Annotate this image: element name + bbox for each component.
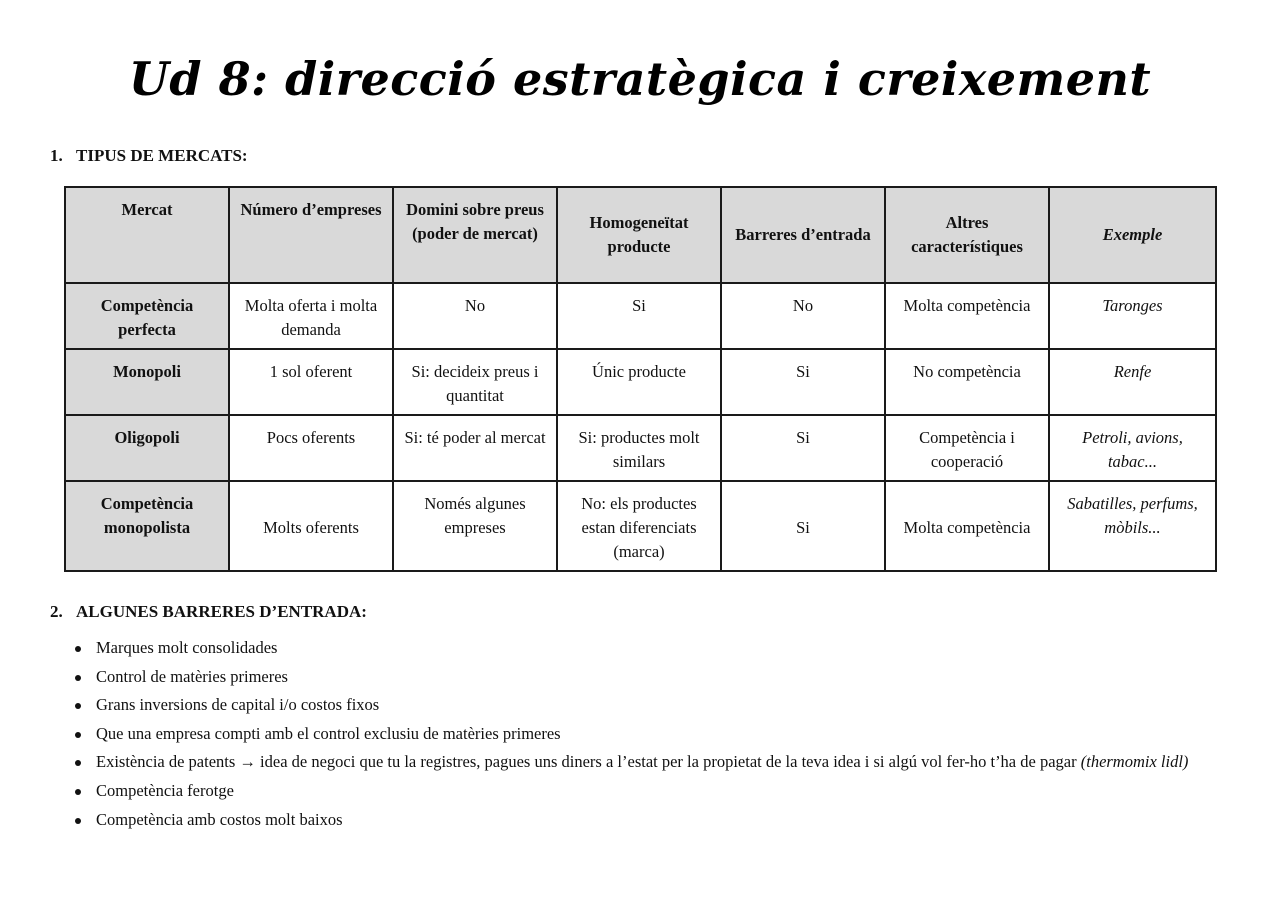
header-exemple: Exemple	[1049, 187, 1216, 283]
table-row	[65, 415, 1216, 481]
list-item	[50, 634, 1250, 663]
list-item	[50, 777, 1250, 806]
bullet-icon	[75, 703, 81, 709]
market-types-table	[64, 186, 1217, 572]
list-item-note: (thermomix lidl)	[1080, 752, 1189, 772]
bullet-icon	[75, 789, 81, 795]
cell-barreres: Si	[721, 481, 885, 571]
bullet-icon	[75, 675, 81, 681]
row-label-mercat: Competència monopolista	[65, 481, 229, 571]
bullet-icon	[75, 732, 81, 738]
cell-altres: Competència i cooperació	[885, 415, 1049, 481]
row-label-mercat: Monopoli	[65, 349, 229, 415]
barriers-list	[50, 634, 1250, 834]
header-homogeneitat: Homogeneïtat producte	[557, 187, 721, 283]
list-item	[50, 720, 1250, 749]
cell-barreres: Si	[721, 349, 885, 415]
list-item-text: Marques molt consolidades	[96, 638, 278, 657]
cell-exemple: Renfe	[1049, 349, 1216, 415]
cell-homogeneitat: Si: productes molt similars	[557, 415, 721, 481]
cell-num-empreses: Pocs oferents	[229, 415, 393, 481]
header-barreres: Barreres d’entrada	[721, 187, 885, 283]
list-item	[50, 663, 1250, 692]
cell-altres: Molta competència	[885, 283, 1049, 349]
header-num-empreses: Número d’empreses	[229, 187, 393, 283]
page-title: Ud 8: direcció estratègica i creixement	[128, 52, 1152, 106]
list-item-text: Existència de patents → idea de negoci que tu la registres, pagues uns diners a l’estat per la propietat de la teva idea i si algú vol fer-ho t’ha de pagar	[96, 752, 1077, 772]
row-label-mercat: Oligopoli	[65, 415, 229, 481]
section-number: 1.	[50, 146, 63, 165]
list-item-text: Que una empresa compti amb el control exclusiu de matèries primeres	[96, 723, 561, 743]
list-item-text: Control de matèries primeres	[96, 666, 288, 686]
bullet-icon	[75, 818, 81, 824]
list-item	[50, 748, 1250, 777]
list-item-text: Competència amb costos molt baixos	[96, 809, 343, 829]
row-label-mercat: Competència perfecta	[65, 283, 229, 349]
cell-exemple: Sabatilles, perfums, mòbils...	[1049, 481, 1216, 571]
list-item	[50, 691, 1250, 720]
cell-num-empreses: 1 sol oferent	[229, 349, 393, 415]
cell-domini: Només algunes empreses	[393, 481, 557, 571]
header-domini-preus: Domini sobre preus (poder de mercat)	[393, 187, 557, 283]
header-mercat: Mercat	[65, 187, 229, 283]
cell-altres: No competència	[885, 349, 1049, 415]
cell-exemple: Taronges	[1049, 283, 1216, 349]
table-header-row	[65, 187, 1216, 283]
cell-altres: Molta competència	[885, 481, 1049, 571]
bullet-icon	[75, 760, 81, 766]
cell-homogeneitat: Únic producte	[557, 349, 721, 415]
cell-barreres: Si	[721, 415, 885, 481]
cell-num-empreses: Molts oferents	[229, 481, 393, 571]
cell-homogeneitat: No: els productes estan diferenciats (marca)	[557, 481, 721, 571]
cell-num-empreses: Molta oferta i molta demanda	[229, 283, 393, 349]
table-row	[65, 283, 1216, 349]
cell-domini: No	[393, 283, 557, 349]
section-heading-barreres	[50, 602, 367, 622]
table-row	[65, 481, 1216, 571]
list-item-text: Competència ferotge	[96, 780, 234, 800]
section-number: 2.	[50, 602, 63, 621]
cell-domini: Si: decideix preus i quantitat	[393, 349, 557, 415]
bullet-icon	[75, 646, 81, 652]
cell-homogeneitat: Si	[557, 283, 721, 349]
cell-exemple: Petroli, avions, tabac...	[1049, 415, 1216, 481]
header-altres: Altres característiques	[885, 187, 1049, 283]
list-item-text: Grans inversions de capital i/o costos fixos	[96, 695, 380, 715]
list-item	[50, 806, 1250, 835]
section-title: TIPUS DE MERCATS:	[76, 146, 248, 165]
section-heading-tipus-mercats	[50, 146, 248, 166]
cell-domini: Si: té poder al mercat	[393, 415, 557, 481]
cell-barreres: No	[721, 283, 885, 349]
table-row	[65, 349, 1216, 415]
section-title: ALGUNES BARRERES D’ENTRADA:	[76, 602, 367, 621]
